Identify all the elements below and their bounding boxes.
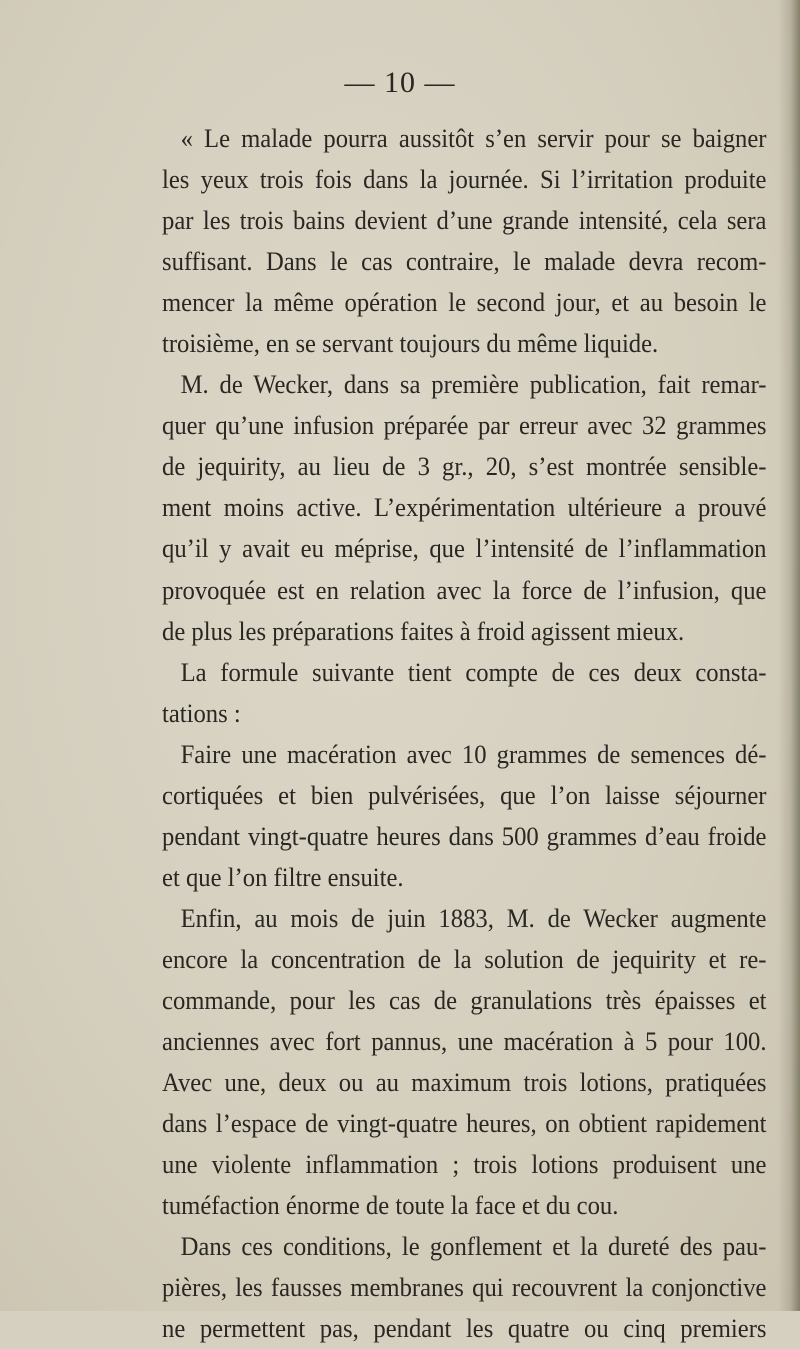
text-line: par les trois bains devient d’une grande intensité, cela sera (162, 205, 767, 236)
text-line: dans l’espace de vingt-quatre heures, on obtient rapidement (162, 1108, 767, 1139)
text-line: commande, pour les cas de granulations très épaisses et (162, 984, 767, 1015)
text-line: ment moins active. L’expérimentation ultérieure a prouvé (162, 492, 767, 523)
text-line: Dans ces conditions, le gonflement et la dureté des pau- (180, 1231, 767, 1262)
text-line: mencer la même opération le second jour, et au besoin le (162, 287, 767, 318)
text-line: pières, les fausses membranes qui recouvrent la conjonctive (162, 1272, 767, 1303)
text-line: quer qu’une infusion préparée par erreur avec 32 grammes (162, 410, 767, 441)
text-line: anciennes avec fort pannus, une macération à 5 pour 100. (162, 1026, 767, 1057)
text-line: pendant vingt-quatre heures dans 500 grammes d’eau froide (162, 820, 767, 851)
text-line: troisième, en se servant toujours du même liquide. (162, 328, 659, 359)
text-line: Enfin, au mois de juin 1883, M. de Wecker augmente (180, 902, 767, 933)
text-line: La formule suivante tient compte de ces deux consta- (180, 656, 767, 687)
text-line: une violente inflammation ; trois lotions produisent une (162, 1149, 767, 1180)
text-line: suffisant. Dans le cas contraire, le malade devra recom- (162, 246, 767, 277)
page-number: — 10 — (344, 66, 456, 99)
text-line: qu’il y avait eu méprise, que l’intensité de l’inflammation (162, 533, 767, 564)
text-line: ne permettent pas, pendant les quatre ou cinq premiers (162, 1313, 767, 1344)
body-text (162, 118, 766, 1349)
text-line: provoquée est en relation avec la force de l’infusion, que (162, 574, 767, 605)
text-line: de jequirity, au lieu de 3 gr., 20, s’est montrée sensible- (162, 451, 767, 482)
text-line: et que l’on filtre ensuite. (162, 861, 404, 892)
text-line: « Le malade pourra aussitôt s’en servir pour se baigner (180, 123, 767, 153)
text-line: encore la concentration de la solution de jequirity et re- (162, 943, 767, 974)
page-edge-shadow (778, 0, 800, 1311)
text-line: tations : (162, 697, 241, 728)
text-line: les yeux trois fois dans la journée. Si l’irritation produite (162, 164, 767, 195)
text-line: M. de Wecker, dans sa première publication, fait remar- (180, 369, 767, 400)
text-line: Avec une, deux ou au maximum trois lotions, pratiquées (162, 1067, 767, 1098)
text-line: cortiquées et bien pulvérisées, que l’on laisse séjourner (162, 779, 767, 810)
text-line: tuméfaction énorme de toute la face et du cou. (162, 1190, 619, 1221)
text-line: Faire une macération avec 10 grammes de semences dé- (180, 738, 767, 769)
text-line: de plus les préparations faites à froid agissent mieux. (162, 615, 685, 646)
